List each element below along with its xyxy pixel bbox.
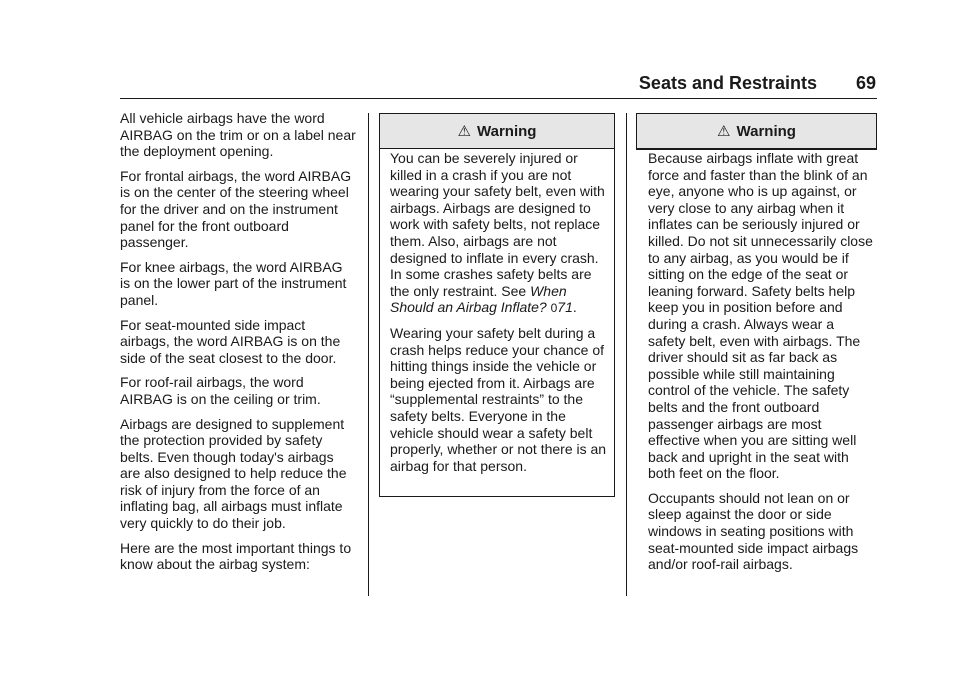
warning-header xyxy=(637,114,876,149)
paragraph: Occupants should not lean on or sleep against the door or side windows in seating positions with seat-mounted side impact airbags and/or roof-rail airbags. xyxy=(648,489,859,573)
paragraph: For roof-rail airbags, the word AIRBAG is on the ceiling or trim. xyxy=(120,374,321,407)
cross-reference-link[interactable]: When Should an Airbag Inflate? xyxy=(390,282,567,316)
warning-icon: ⚠ xyxy=(717,123,731,140)
warning-icon: ⚠ xyxy=(457,123,471,140)
paragraph: Airbags are designed to supplement the protection provided by safety belts. Even though today's airbags are also designed to help reduce the risk of injury from the force of an inflating bag, all airbags must inflate very quickly to do their job. xyxy=(120,415,347,532)
page-number: 69 xyxy=(855,73,876,93)
paragraph: Wearing your safety belt during a crash helps reduce your chance of hitting things inside the vehicle or being ejected from it. Airbags are “supplemental restraints” to the safety belts. Everyone in the vehicle should wear a safety belt properly, whether or not there is an airbag for that person. xyxy=(390,324,607,474)
paragraph: Because airbags inflate with great force and faster than the blink of an eye, anyone who is up against, or very close to any airbag when it inflates can be seriously injured or killed. Do not sit unnecessarily close to any airbag, as you would be if sitting on the edge of the seat or leaning forward. Safety belts help keep you in position before and during a crash. Always wear a safety belt, even with airbags. The driver should sit as far back as possible while still maintaining control of the vehicle. The safety belts and the front outboard passenger airbags are most effective when you are sitting well back and upright in the seat with both feet on the floor. xyxy=(648,150,873,482)
page-reference[interactable]: 71 xyxy=(557,299,573,316)
warning-text: You can be severely injured or killed in a crash if you are not wearing your safety belt, even with airbags. Airbags are designed to work with safety belts, not replace them. Also, airbags are not designed to inflate in every crash. In some crashes safety belts are the only restraint. See xyxy=(390,150,605,299)
warning-1-body xyxy=(390,150,610,482)
sentence-end: . xyxy=(572,299,577,316)
paragraph xyxy=(390,150,610,317)
warning-2-body xyxy=(648,150,874,581)
paragraph: For knee airbags, the word AIRBAG is on the lower part of the instrument panel. xyxy=(120,258,347,308)
column-divider-1 xyxy=(368,113,369,596)
warning-title: Warning xyxy=(736,122,796,140)
paragraph: For frontal airbags, the word AIRBAG is on the center of the steering wheel for the driver and on the instrument panel for the front outboard passenger. xyxy=(120,167,352,251)
paragraph: For seat-mounted side impact airbags, the word AIRBAG is on the side of the seat closest to the door. xyxy=(120,316,341,366)
warning-title: Warning xyxy=(477,122,537,140)
warning-header xyxy=(380,114,614,149)
paragraph: Here are the most important things to know about the airbag system: xyxy=(120,539,352,573)
warning-box-2 xyxy=(636,113,877,150)
column-1 xyxy=(120,110,356,581)
page-header-title: Seats and Restraints xyxy=(638,73,817,93)
header-rule xyxy=(120,98,877,99)
column-divider-2 xyxy=(626,113,627,596)
paragraph: All vehicle airbags have the word AIRBAG on the trim or on a label near the deployment opening. xyxy=(120,110,356,160)
page-ref-arrow: 0 xyxy=(550,301,558,316)
